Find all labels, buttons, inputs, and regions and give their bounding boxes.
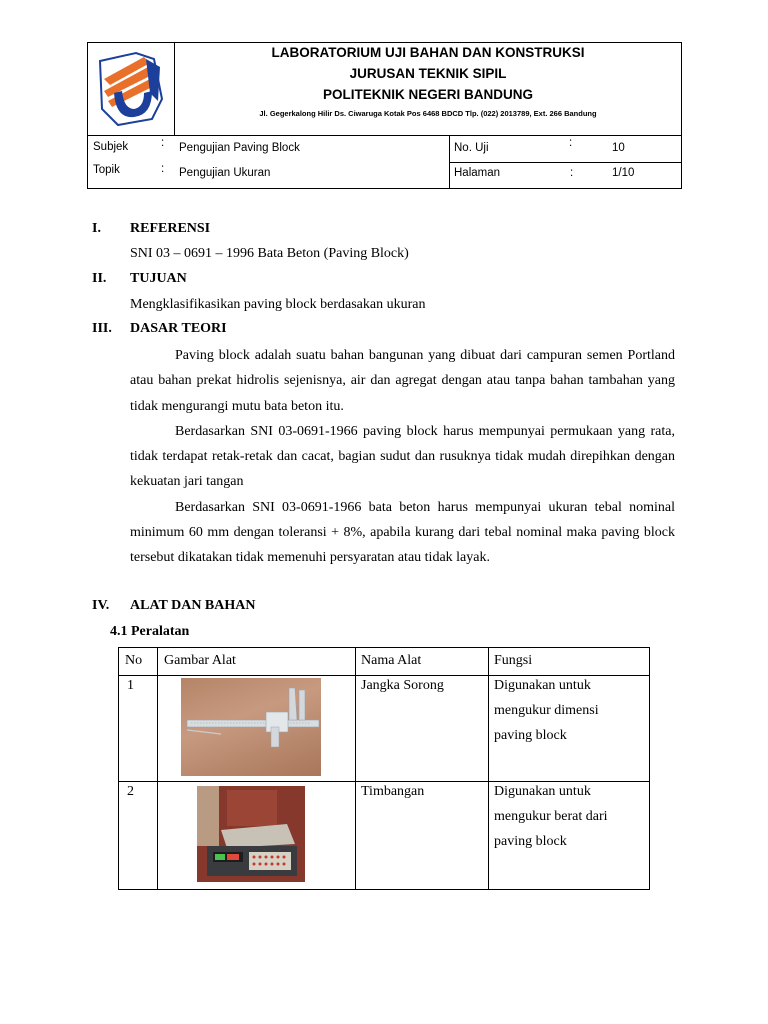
section-1-number: I. [92,221,101,236]
row-2-no: 2 [127,784,134,799]
theory-paragraph-3: Berdasarkan SNI 03-0691-1966 bata beton harus mempunyai ukuran tebal nominal minimum 60 mm dengan toleransi + 8%, apabila kurang dari tebal nominal maka paving block tersebut dikatakan tidak memenuhi persyaratan atau tidak layak. [130,499,675,566]
halaman-label: Halaman [454,167,501,179]
subjek-value: Pengujian Paving Block [179,142,300,154]
address-line: Jl. Gegerkalong Hilir Ds. Ciwaruga Kotak Pos 6468 BDCD Tlp. (022) 2013789, Ext. 266 Bandung [259,109,597,118]
theory-paragraph-1: Paving block adalah suatu bahan bangunan yang dibuat dari campuran semen Portland atau bahan prekat hidrolis sejenisnya, air dan agregat dengan atau tanpa bahan tambahan yang tidak mengurangi mutu bata beton itu. [130,348,675,414]
equipment-table [118,647,650,890]
table-header-gambar: Gambar Alat [164,653,236,668]
halaman-value: 1/10 [612,167,635,179]
logo-cell [88,43,175,135]
topik-colon: : [161,163,165,175]
institution-title: POLITEKNIK NEGERI BANDUNG [322,87,533,102]
section-2-text: Mengklasifikasikan paving block berdasakan ukuran [130,297,426,312]
letterhead [87,42,682,136]
table-header-nama: Nama Alat [361,653,422,668]
section-3-number: III. [92,321,112,336]
row-1-fungsi-line-1: Digunakan untuk [494,678,591,693]
polban-logo-icon [94,49,168,129]
lab-title: LABORATORIUM UJI BAHAN DAN KONSTRUKSI [271,45,585,60]
table-header-no: No [125,653,143,668]
theory-paragraph-2: Berdasarkan SNI 03-0691-1966 paving block harus mempunyai permukaan yang rata, tidak terdapat retak-retak dan cacat, bagian sudut dan rusuknya tidak mudah direpihkan dengan kekuatan jari tangan [130,423,675,490]
section-2-number: II. [92,271,107,286]
row-2-fungsi-line-3: paving block [494,834,567,849]
halaman-colon: : [570,167,574,179]
row-2-fungsi-line-2: mengukur berat dari [494,809,608,824]
table-header-fungsi: Fungsi [494,653,533,668]
section-4-number: IV. [92,598,110,613]
subjek-colon: : [161,137,165,149]
subsection-peralatan: 4.1 Peralatan [110,624,190,639]
row-1-nama: Jangka Sorong [361,678,444,693]
digital-scale-icon [197,786,305,882]
no-uji-colon: : [569,137,573,149]
section-2-title: TUJUAN [130,271,187,286]
topik-value: Pengujian Ukuran [179,167,271,179]
section-4-title: ALAT DAN BAHAN [130,598,256,613]
no-uji-value: 10 [612,142,625,154]
section-1-title: REFERENSI [130,221,211,236]
topik-label: Topik [93,164,120,176]
theory-paragraphs [130,343,675,571]
row-1-fungsi-line-2: mengukur dimensi [494,703,599,718]
section-3-title: DASAR TEORI [130,321,227,336]
section-1-text: SNI 03 – 0691 – 1996 Bata Beton (Paving Block) [130,246,409,261]
row-1-fungsi-line-3: paving block [494,728,567,743]
digital-scale-photo [197,786,305,882]
info-row-divider [449,162,681,163]
vernier-caliper-icon [181,678,321,776]
row-2-nama: Timbangan [361,784,425,799]
document-info-table [87,136,682,189]
department-title: JURUSAN TEKNIK SIPIL [349,66,507,81]
vernier-caliper-photo [181,678,321,776]
no-uji-label: No. Uji [454,142,489,154]
subjek-label: Subjek [93,141,129,153]
row-2-fungsi-line-1: Digunakan untuk [494,784,591,799]
row-1-no: 1 [127,678,134,693]
